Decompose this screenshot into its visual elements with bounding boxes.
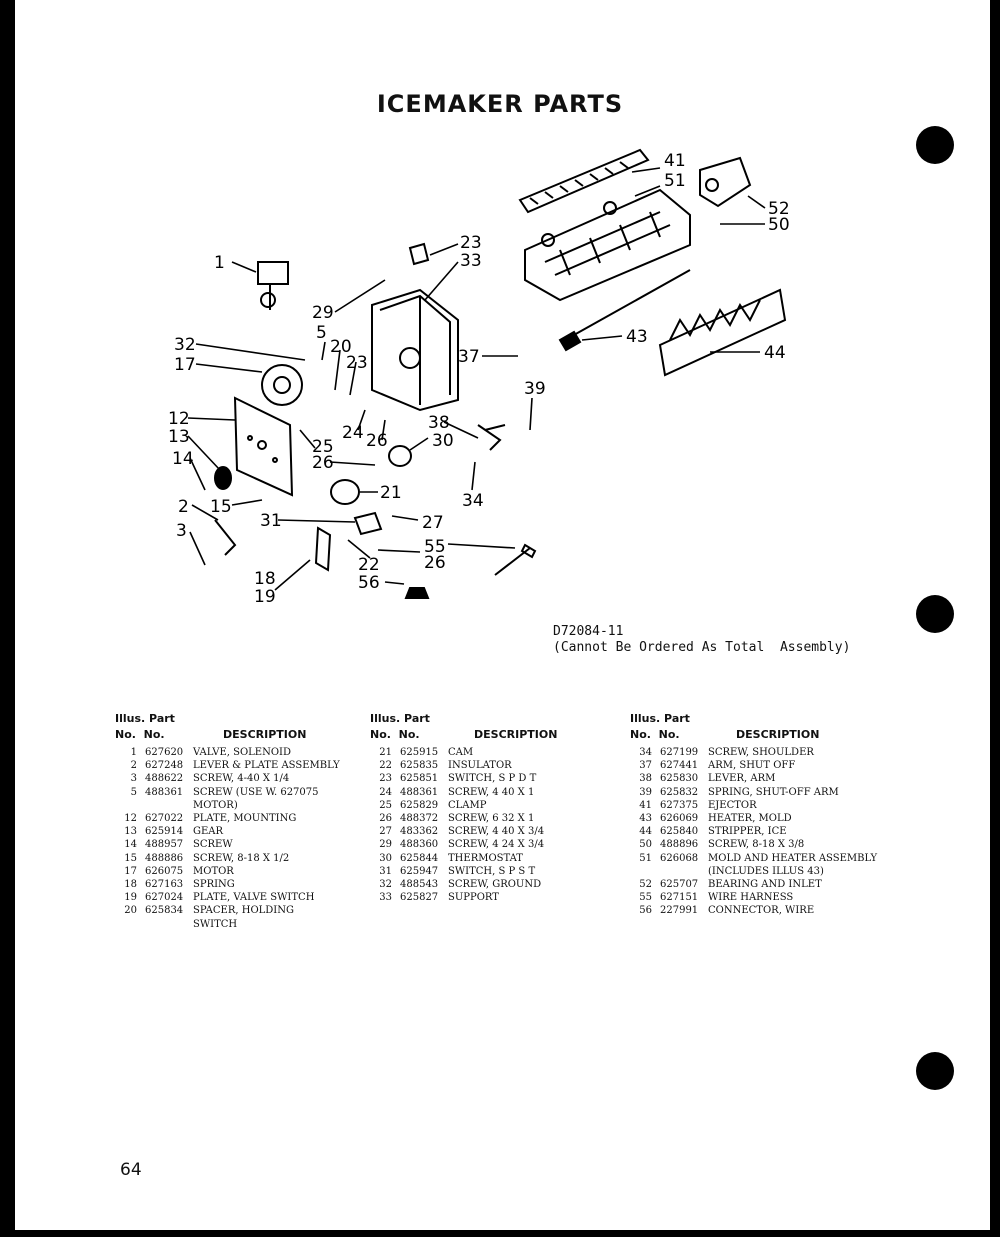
parts-row: [115, 799, 355, 812]
header-description: DESCRIPTION: [223, 728, 307, 741]
part-illus-no: 17: [124, 865, 137, 877]
part-illus-no: 44: [639, 826, 652, 838]
part-number: 625834: [145, 905, 184, 917]
part-number: 627163: [145, 879, 184, 891]
part-illus-no: 34: [639, 747, 652, 758]
callout: 26: [366, 431, 388, 451]
parts-row: [630, 878, 890, 891]
part-illus-no: 43: [639, 813, 652, 825]
part-number: 625835: [400, 760, 439, 772]
part-description: SCREW, 8-18 X 3/8: [708, 839, 805, 851]
part-illus-no: 3: [130, 773, 137, 785]
callout: 23: [346, 353, 368, 373]
parts-row: [115, 825, 355, 838]
part-number: 227991: [660, 905, 699, 917]
part-number: 625830: [660, 773, 699, 785]
parts-row: [115, 838, 355, 851]
part-number: 488372: [400, 813, 439, 825]
callout: 39: [524, 379, 546, 399]
parts-column-2: [370, 712, 610, 904]
part-illus-no: 26: [379, 813, 392, 825]
callout: 33: [460, 251, 482, 271]
callout: 41: [664, 151, 686, 171]
part-illus-no: 22: [379, 760, 392, 772]
parts-row: [115, 746, 355, 759]
assembly-note: [553, 624, 850, 656]
part-number: 627441: [660, 760, 699, 772]
column-header: [115, 712, 355, 746]
callout: 14: [172, 449, 194, 469]
callout: 43: [626, 327, 648, 347]
part-illus-no: 18: [124, 879, 137, 891]
parts-row: [370, 865, 610, 878]
part-illus-no: 15: [124, 852, 137, 864]
part-illus-no: 38: [639, 773, 652, 785]
parts-row: [115, 918, 355, 931]
part-illus-no: 25: [379, 799, 392, 811]
part-description: PLATE, VALVE SWITCH: [193, 892, 315, 904]
part-number: [145, 799, 193, 812]
part-number: 625840: [660, 826, 699, 838]
parts-list: [115, 746, 355, 931]
part-description: MOTOR): [193, 799, 238, 811]
part-description: ARM, SHUT OFF: [708, 760, 796, 772]
parts-row: [630, 799, 890, 812]
callout: 50: [768, 215, 790, 235]
callout: 23: [460, 233, 482, 253]
part-description: LEVER, ARM: [708, 773, 776, 785]
parts-row: [630, 865, 890, 878]
part-illus-no: 23: [379, 773, 392, 785]
part-number: [660, 865, 708, 878]
part-illus-no: 32: [379, 879, 392, 891]
part-number: 488360: [400, 839, 439, 851]
part-description: SCREW, 4 40 X 3/4: [448, 826, 545, 838]
part-description: SWITCH, S P S T: [448, 865, 536, 877]
part-number: 626068: [660, 852, 699, 864]
parts-row: [630, 825, 890, 838]
parts-row: [370, 799, 610, 812]
column-header: [630, 712, 890, 746]
callout: 2: [178, 497, 189, 517]
parts-row: [115, 772, 355, 785]
part-illus-no: 50: [639, 839, 652, 851]
part-number: 488543: [400, 879, 439, 891]
part-number: 625829: [400, 799, 439, 811]
callout: 44: [764, 343, 786, 363]
callout: 30: [432, 431, 454, 451]
part-description: SCREW: [193, 839, 233, 851]
part-illus-no: 24: [379, 786, 392, 798]
part-illus-no: [115, 918, 145, 931]
part-illus-no: 55: [639, 892, 652, 904]
part-description: BEARING AND INLET: [708, 879, 822, 891]
header-illus: Illus. Part: [115, 712, 175, 725]
assembly-note-text: (Cannot Be Ordered As Total Assembly): [553, 640, 851, 655]
parts-row: [370, 825, 610, 838]
part-description: SWITCH, S P D T: [448, 773, 537, 785]
parts-row: [630, 838, 890, 851]
part-illus-no: [630, 865, 660, 878]
part-illus-no: 39: [639, 786, 652, 798]
part-description: PLATE, MOUNTING: [193, 813, 297, 825]
callout: 32: [174, 335, 196, 355]
callout: 51: [664, 171, 686, 191]
callout: 20: [330, 337, 352, 357]
part-description: SCREW, GROUND: [448, 879, 542, 891]
part-number: 625832: [660, 786, 699, 798]
part-number: 488361: [145, 786, 184, 798]
part-description: SCREW, 4 24 X 3/4: [448, 839, 545, 851]
callout: 26: [312, 453, 334, 473]
part-description: SCREW, 6 32 X 1: [448, 813, 535, 825]
part-description: GEAR: [193, 826, 224, 838]
diagram-drawing: [215, 150, 785, 598]
part-number: 627199: [660, 747, 699, 758]
parts-row: [630, 759, 890, 772]
page-title: ICEMAKER PARTS: [376, 90, 624, 118]
part-illus-no: 52: [639, 879, 652, 891]
callout: 12: [168, 409, 190, 429]
part-illus-no: 30: [379, 852, 392, 864]
callout: 22: [358, 555, 380, 575]
part-description: WIRE HARNESS: [708, 892, 794, 904]
callout: 19: [254, 587, 276, 607]
parts-row: [370, 759, 610, 772]
parts-row: [370, 891, 610, 904]
parts-row: [115, 891, 355, 904]
parts-row: [630, 786, 890, 799]
part-description: SPRING: [193, 879, 235, 891]
part-number: 483362: [400, 826, 439, 838]
part-number: 626075: [145, 865, 184, 877]
part-description: (INCLUDES ILLUS 43): [708, 865, 824, 877]
part-number: 625915: [400, 747, 439, 758]
part-illus-no: [115, 799, 145, 812]
part-number: 488361: [400, 786, 439, 798]
callout: 34: [462, 491, 484, 511]
callout: 55: [424, 537, 446, 557]
callout: 21: [380, 483, 402, 503]
part-illus-no: 27: [379, 826, 392, 838]
part-illus-no: 19: [124, 892, 137, 904]
part-number: [145, 918, 193, 931]
part-illus-no: 56: [639, 905, 652, 917]
parts-column-1: [115, 712, 355, 931]
part-description: MOTOR: [193, 865, 234, 877]
part-number: 625707: [660, 879, 699, 891]
part-number: 625844: [400, 852, 439, 864]
parts-row: [370, 838, 610, 851]
callout: 15: [210, 497, 232, 517]
part-number: 627151: [660, 892, 699, 904]
header-no: No. No.: [115, 728, 165, 741]
parts-row: [630, 891, 890, 904]
part-illus-no: 29: [379, 839, 392, 851]
parts-row: [115, 786, 355, 799]
part-illus-no: 5: [130, 786, 137, 798]
parts-row: [115, 812, 355, 825]
parts-row: [630, 746, 890, 759]
part-number: 625827: [400, 892, 439, 904]
part-illus-no: 13: [124, 826, 137, 838]
parts-row: [630, 812, 890, 825]
header-no: No. No.: [370, 728, 420, 741]
callout: 1: [214, 253, 225, 273]
parts-row: [115, 759, 355, 772]
part-description: SCREW, 8-18 X 1/2: [193, 852, 290, 864]
part-illus-no: 14: [124, 839, 137, 851]
parts-row: [630, 772, 890, 785]
part-number: 626069: [660, 813, 699, 825]
parts-column-3: [630, 712, 890, 918]
parts-row: [115, 878, 355, 891]
part-description: CONNECTOR, WIRE: [708, 905, 815, 917]
callout: 27: [422, 513, 444, 533]
parts-row: [115, 852, 355, 865]
part-number: 627022: [145, 813, 184, 825]
callout: 26: [424, 553, 446, 573]
part-illus-no: 33: [379, 892, 392, 904]
part-illus-no: 12: [124, 813, 137, 825]
part-description: SWITCH: [193, 918, 238, 930]
part-number: 627620: [145, 747, 184, 758]
header-description: DESCRIPTION: [474, 728, 558, 741]
callout: 17: [174, 355, 196, 375]
part-illus-no: 31: [379, 865, 392, 877]
page-number: 64: [120, 1160, 142, 1180]
parts-row: [115, 865, 355, 878]
parts-row: [370, 786, 610, 799]
callout: 3: [176, 521, 187, 541]
part-description: SPACER, HOLDING: [193, 905, 294, 917]
part-number: 625947: [400, 865, 439, 877]
callout: 13: [168, 427, 190, 447]
part-illus-no: 21: [379, 747, 392, 758]
callout-labels: [168, 151, 790, 607]
parts-row: [370, 852, 610, 865]
part-description: LEVER & PLATE ASSEMBLY: [193, 760, 340, 772]
part-description: SCREW, SHOULDER: [708, 747, 814, 758]
column-header: [370, 712, 610, 746]
part-number: 627375: [660, 799, 699, 811]
part-description: STRIPPER, ICE: [708, 826, 787, 838]
callout: 56: [358, 573, 380, 593]
part-number: 488622: [145, 773, 184, 785]
part-description: HEATER, MOLD: [708, 813, 792, 825]
part-number: 625914: [145, 826, 184, 838]
part-description: VALVE, SOLENOID: [193, 747, 292, 758]
part-number: 625851: [400, 773, 439, 785]
part-description: EJECTOR: [708, 799, 757, 811]
callout: 52: [768, 199, 790, 219]
parts-row: [370, 812, 610, 825]
part-number: 627248: [145, 760, 184, 772]
header-illus: Illus. Part: [630, 712, 690, 725]
part-description: SPRING, SHUT-OFF ARM: [708, 786, 839, 798]
parts-row: [115, 904, 355, 917]
callout: 38: [428, 413, 450, 433]
callout: 29: [312, 303, 334, 323]
parts-row: [370, 746, 610, 759]
part-illus-no: 20: [124, 905, 137, 917]
part-number: 488896: [660, 839, 699, 851]
header-illus: Illus. Part: [370, 712, 430, 725]
callout: 18: [254, 569, 276, 589]
header-no: No. No.: [630, 728, 680, 741]
part-description: CLAMP: [448, 799, 487, 811]
parts-row: [630, 904, 890, 917]
parts-list: [370, 746, 610, 904]
header-description: DESCRIPTION: [736, 728, 820, 741]
part-illus-no: 37: [639, 760, 652, 772]
part-illus-no: 41: [639, 799, 652, 811]
callout: 37: [458, 347, 480, 367]
part-number: 488886: [145, 852, 184, 864]
part-description: SCREW (USE W. 627075: [193, 786, 319, 798]
part-description: SCREW, 4 40 X 1: [448, 786, 535, 798]
part-description: MOLD AND HEATER ASSEMBLY: [708, 852, 878, 864]
part-number: 627024: [145, 892, 184, 904]
part-description: SCREW, 4-40 X 1/4: [193, 773, 290, 785]
part-description: INSULATOR: [448, 760, 512, 772]
part-illus-no: 1: [130, 747, 137, 758]
part-number: 488957: [145, 839, 184, 851]
assembly-code: D72084-11: [553, 624, 624, 639]
callout: 31: [260, 511, 282, 531]
parts-row: [630, 852, 890, 865]
callout: 24: [342, 423, 364, 443]
part-illus-no: 2: [130, 760, 137, 772]
parts-row: [370, 772, 610, 785]
parts-list: [630, 746, 890, 918]
part-description: SUPPORT: [448, 892, 499, 904]
part-illus-no: 51: [639, 852, 652, 864]
part-description: CAM: [448, 747, 474, 758]
binder-hole-bottom: [916, 1052, 954, 1090]
part-description: THERMOSTAT: [448, 852, 523, 864]
callout: 25: [312, 437, 334, 457]
parts-row: [370, 878, 610, 891]
callout: 5: [316, 323, 327, 343]
